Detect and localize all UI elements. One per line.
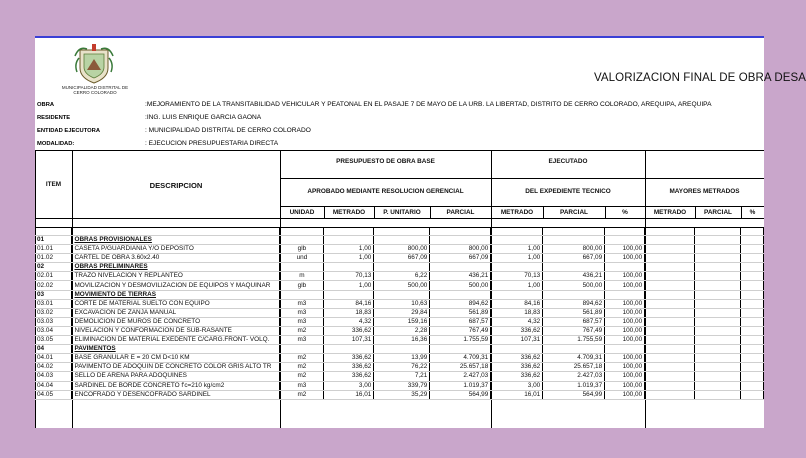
col-border: [741, 206, 742, 218]
cell-empty[interactable]: [695, 336, 741, 345]
cell-p2[interactable]: 894,62: [543, 299, 605, 308]
header-mayores-metrados: MAYORES METRADOS: [669, 188, 740, 195]
cell-met[interactable]: 4,32: [324, 317, 374, 326]
cell-par[interactable]: [430, 263, 491, 272]
cell-und[interactable]: m: [280, 272, 324, 281]
cell-item[interactable]: 03.05: [35, 336, 72, 345]
info-row-obra: [35, 99, 764, 111]
cell-met[interactable]: [324, 227, 374, 236]
cell-pu[interactable]: 667,09: [374, 254, 430, 263]
cell-empty[interactable]: [645, 390, 695, 399]
cell-desc[interactable]: SELLO DE ARENA PARA ADOQUINES: [72, 372, 280, 381]
cell-empty[interactable]: [645, 336, 695, 345]
info-value: :MEJORAMIENTO DE LA TRANSITABILIDAD VEHICULAR Y PEATONAL EN EL PASAJE 7 DE MAYO DE LA URB. LA LIBERTAD, DISTRITO DE CERRO COLORADO, AREQUIPA, AREQUIPA: [145, 101, 712, 108]
cell-empty[interactable]: [695, 363, 741, 372]
info-label: RESIDENTE: [37, 115, 71, 121]
cell-pu[interactable]: [374, 345, 430, 354]
report-title: VALORIZACION FINAL DE OBRA DESA: [594, 72, 806, 84]
cell-item[interactable]: 03: [35, 290, 72, 299]
cell-empty[interactable]: [695, 354, 741, 363]
cell-und[interactable]: m2: [280, 363, 324, 372]
cell-pct[interactable]: 100,00: [605, 390, 645, 399]
cell-m2[interactable]: 84,16: [491, 299, 543, 308]
cell-empty[interactable]: [645, 317, 695, 326]
cell-empty[interactable]: [740, 299, 763, 308]
cell-pu[interactable]: 10,63: [374, 299, 430, 308]
col-border: [374, 206, 375, 218]
cell-item[interactable]: 02.01: [35, 272, 72, 281]
cell-pu[interactable]: 13,99: [374, 354, 430, 363]
cell-p2[interactable]: 4.709,31: [543, 354, 605, 363]
cell-pu[interactable]: [374, 263, 430, 272]
cell-pct[interactable]: [605, 236, 645, 245]
cell-pu[interactable]: [374, 227, 430, 236]
cell-p2[interactable]: 767,49: [543, 326, 605, 335]
cell-p2[interactable]: 500,00: [543, 281, 605, 290]
cell-empty[interactable]: [695, 317, 741, 326]
cell-desc[interactable]: OBRAS PROVISIONALES: [72, 236, 280, 245]
cell-empty[interactable]: [645, 372, 695, 381]
cell-par[interactable]: 1.019,37: [430, 381, 491, 390]
table-row: [35, 254, 764, 263]
cell-empty[interactable]: [695, 281, 741, 290]
header-metrado-ejecutado: METRADO: [500, 209, 534, 216]
cell-und[interactable]: m3: [280, 317, 324, 326]
cell-empty[interactable]: [645, 363, 695, 372]
cell-pct[interactable]: 100,00: [605, 363, 645, 372]
cell-p2[interactable]: [543, 290, 605, 299]
cell-empty[interactable]: [740, 227, 763, 236]
cell-empty[interactable]: [645, 308, 695, 317]
cell-met[interactable]: 70,13: [324, 272, 374, 281]
cell-empty[interactable]: [695, 390, 741, 399]
cell-empty[interactable]: [740, 236, 763, 245]
cell-pct[interactable]: [605, 345, 645, 354]
header-parcial-ejecutado: PARCIAL: [560, 209, 588, 216]
cell-pu[interactable]: [374, 236, 430, 245]
cell-empty[interactable]: [695, 308, 741, 317]
cell-empty[interactable]: [695, 345, 741, 354]
municipality-crest-logo: [71, 42, 117, 84]
cell-par[interactable]: [430, 345, 491, 354]
header-metrado: METRADO: [332, 209, 366, 216]
section-row: [35, 345, 764, 354]
cell-empty[interactable]: [740, 345, 763, 354]
cell-m2[interactable]: 1,00: [491, 281, 543, 290]
cell-pct[interactable]: 100,00: [605, 326, 645, 335]
cell-item[interactable]: 04: [35, 345, 72, 354]
cell-m2[interactable]: 4,32: [491, 317, 543, 326]
cell-empty[interactable]: [645, 354, 695, 363]
cell-pu[interactable]: 2,28: [374, 326, 430, 335]
cell-desc[interactable]: OBRAS PRELIMINARES: [72, 263, 280, 272]
cell-p2[interactable]: [543, 236, 605, 245]
cell-par[interactable]: [430, 227, 491, 236]
cell-pct[interactable]: 100,00: [605, 281, 645, 290]
cell-und[interactable]: [280, 236, 324, 245]
cell-empty[interactable]: [695, 326, 741, 335]
cell-pct[interactable]: 100,00: [605, 372, 645, 381]
header-pct-ejecutado: %: [622, 209, 628, 216]
cell-und[interactable]: m3: [280, 381, 324, 390]
cell-item[interactable]: 01: [35, 236, 72, 245]
cell-item[interactable]: 04.04: [35, 381, 72, 390]
cell-pu[interactable]: 16,36: [374, 336, 430, 345]
municipality-name: [49, 85, 141, 95]
cell-pct[interactable]: 100,00: [605, 308, 645, 317]
cell-desc[interactable]: ENCOFRADO Y DESENCOFRADO SARDINEL: [72, 390, 280, 399]
cell-pct[interactable]: [605, 263, 645, 272]
cell-empty[interactable]: [645, 299, 695, 308]
info-label: MODALIDAD:: [37, 141, 75, 147]
info-row-modalidad: [35, 138, 764, 150]
cell-par[interactable]: 436,21: [430, 272, 491, 281]
cell-item[interactable]: 04.01: [35, 354, 72, 363]
cell-empty[interactable]: [740, 272, 763, 281]
section-row: [35, 263, 764, 272]
cell-m2[interactable]: 336,62: [491, 354, 543, 363]
header-top-border: [35, 150, 764, 151]
cell-empty[interactable]: [740, 390, 763, 399]
header-unidad: UNIDAD: [289, 209, 315, 216]
cell-m2[interactable]: [491, 227, 543, 236]
cell-met[interactable]: [324, 345, 374, 354]
header-sub-border: [280, 206, 764, 207]
cell-empty[interactable]: [740, 281, 763, 290]
cell-pu[interactable]: 500,00: [374, 281, 430, 290]
municipality-name-line1: MUNICIPALIDAD DISTRITAL DE: [61, 85, 129, 90]
cell-p2[interactable]: 561,89: [543, 308, 605, 317]
table-row: [35, 336, 764, 345]
cell-desc[interactable]: [72, 227, 280, 236]
cell-empty[interactable]: [645, 381, 695, 390]
cell-empty[interactable]: [695, 245, 741, 254]
cell-met[interactable]: 336,62: [324, 363, 374, 372]
cell-pu[interactable]: 29,84: [374, 308, 430, 317]
cell-empty[interactable]: [740, 372, 763, 381]
cell-m2[interactable]: 336,62: [491, 326, 543, 335]
cell-pu[interactable]: 159,16: [374, 317, 430, 326]
cell-empty[interactable]: [740, 326, 763, 335]
cell-p2[interactable]: 800,00: [543, 245, 605, 254]
cell-pct[interactable]: 100,00: [605, 336, 645, 345]
cell-desc[interactable]: TRAZO NIVELACION Y REPLANTEO: [72, 272, 280, 281]
cell-empty[interactable]: [695, 254, 741, 263]
cell-desc[interactable]: BASE GRANULAR E = 20 CM D<10 KM: [72, 354, 280, 363]
cell-pu[interactable]: 800,00: [374, 245, 430, 254]
table-row: [35, 308, 764, 317]
table-row: [35, 272, 764, 281]
cell-met[interactable]: 336,62: [324, 326, 374, 335]
cell-pu[interactable]: 7,21: [374, 372, 430, 381]
cell-empty[interactable]: [695, 290, 741, 299]
cell-m2[interactable]: 18,83: [491, 308, 543, 317]
cell-desc[interactable]: SARDINEL DE BORDE CONCRETO f'c=210 kg/cm2: [72, 381, 280, 390]
info-row-entidad: [35, 125, 764, 137]
cell-met[interactable]: 3,00: [324, 381, 374, 390]
cell-desc[interactable]: PAVIMENTOS: [72, 345, 280, 354]
cell-met[interactable]: 1,00: [324, 281, 374, 290]
cell-met[interactable]: [324, 290, 374, 299]
cell-met[interactable]: 1,00: [324, 254, 374, 263]
info-value: : MUNICIPALIDAD DISTRITAL DE CERRO COLORADO: [145, 127, 311, 134]
cell-und[interactable]: [280, 263, 324, 272]
table-row: [35, 317, 764, 326]
cell-par[interactable]: 500,00: [430, 281, 491, 290]
cell-empty[interactable]: [645, 345, 695, 354]
header-p-unitario: P. UNITARIO: [383, 209, 421, 216]
cell-par[interactable]: 1.755,59: [430, 336, 491, 345]
cell-und[interactable]: m3: [280, 308, 324, 317]
cell-pu[interactable]: 339,79: [374, 381, 430, 390]
cell-empty[interactable]: [740, 363, 763, 372]
cell-item[interactable]: 02: [35, 263, 72, 272]
cell-und[interactable]: m3: [280, 299, 324, 308]
cell-empty[interactable]: [740, 354, 763, 363]
cell-und[interactable]: [280, 345, 324, 354]
cell-item[interactable]: 03.03: [35, 317, 72, 326]
cell-pct[interactable]: [605, 290, 645, 299]
col-border: [324, 206, 325, 218]
cell-empty[interactable]: [645, 281, 695, 290]
col-border: [605, 206, 606, 218]
cell-m2[interactable]: 3,00: [491, 381, 543, 390]
cell-par[interactable]: 4.709,31: [430, 354, 491, 363]
header-parcial: PARCIAL: [446, 209, 475, 216]
cell-desc[interactable]: ELIMINACION DE MATERIAL EXEDENTE C/CARG.FRONT- VOLQ.: [72, 336, 280, 345]
cell-p2[interactable]: 687,57: [543, 317, 605, 326]
cell-pu[interactable]: 35,29: [374, 390, 430, 399]
cell-met[interactable]: 336,62: [324, 372, 374, 381]
header-mid-border: [280, 178, 764, 179]
info-value: : EJECUCION PRESUPUESTARIA DIRECTA: [145, 140, 279, 147]
header-pct-mayores: %: [749, 209, 756, 216]
cell-par[interactable]: 767,49: [430, 326, 491, 335]
header-parcial-mayores: PARCIAL: [704, 209, 732, 216]
header-aprobado: APROBADO MEDIANTE RESOLUCION GERENCIAL: [307, 188, 464, 195]
cell-pu[interactable]: [374, 290, 430, 299]
cell-pct[interactable]: 100,00: [605, 299, 645, 308]
cell-m2[interactable]: 70,13: [491, 272, 543, 281]
cell-item[interactable]: 03.04: [35, 326, 72, 335]
cell-und[interactable]: m2: [280, 372, 324, 381]
cell-m2[interactable]: [491, 290, 543, 299]
cell-pu[interactable]: 6,22: [374, 272, 430, 281]
cell-pct[interactable]: 100,00: [605, 317, 645, 326]
header-item: ITEM: [45, 181, 62, 188]
cell-empty[interactable]: [740, 308, 763, 317]
col-border: [543, 206, 544, 218]
cell-desc[interactable]: MOVIMIENTO DE TIERRAS: [72, 290, 280, 299]
municipality-name-line2: CERRO COLORADO: [73, 90, 117, 95]
header-expediente: DEL EXPEDIENTE TECNICO: [525, 188, 611, 195]
cell-und[interactable]: glb: [280, 245, 324, 254]
cell-empty[interactable]: [695, 263, 741, 272]
section-row: [35, 290, 764, 299]
table-row: [35, 363, 764, 372]
cell-met[interactable]: [324, 263, 374, 272]
cell-empty[interactable]: [695, 381, 741, 390]
cell-m2[interactable]: 1,00: [491, 245, 543, 254]
cell-pu[interactable]: 76,22: [374, 363, 430, 372]
cell-m2[interactable]: 336,62: [491, 363, 543, 372]
cell-met[interactable]: 16,01: [324, 390, 374, 399]
cell-desc[interactable]: PAVIMENTO DE ADOQUIN DE CONCRETO COLOR GRIS ALTO TR: [72, 363, 280, 372]
cell-par[interactable]: 561,89: [430, 308, 491, 317]
cell-item[interactable]: 03.01: [35, 299, 72, 308]
cell-empty[interactable]: [645, 236, 695, 245]
cell-par[interactable]: 564,99: [430, 390, 491, 399]
cell-par[interactable]: 687,57: [430, 317, 491, 326]
cell-par[interactable]: 2.427,03: [430, 372, 491, 381]
table-row: [35, 381, 764, 390]
info-label: OBRA: [37, 102, 55, 108]
section-row: [35, 236, 764, 245]
table-row: [35, 390, 764, 399]
cell-p2[interactable]: [543, 263, 605, 272]
cell-item[interactable]: [35, 227, 72, 236]
col-border: [695, 206, 696, 218]
cell-p2[interactable]: 1.019,37: [543, 381, 605, 390]
info-label: ENTIDAD EJECUTORA: [37, 128, 101, 134]
header-ejecutado: EJECUTADO: [548, 158, 588, 165]
cell-empty[interactable]: [695, 372, 741, 381]
cell-p2[interactable]: [543, 345, 605, 354]
cell-p2[interactable]: 564,99: [543, 390, 605, 399]
table-row: [35, 326, 764, 335]
cell-item[interactable]: 04.02: [35, 363, 72, 372]
cell-desc[interactable]: DEMOLICION DE MUROS DE CONCRETO: [72, 317, 280, 326]
info-value: :ING. LUIS ENRIQUE GARCIA GAONA: [145, 114, 262, 121]
cell-item[interactable]: 01.02: [35, 254, 72, 263]
cell-item[interactable]: 02.02: [35, 281, 72, 290]
cell-met[interactable]: 84,16: [324, 299, 374, 308]
cell-empty[interactable]: [645, 290, 695, 299]
cell-par[interactable]: 667,09: [430, 254, 491, 263]
cell-empty[interactable]: [740, 317, 763, 326]
cell-desc[interactable]: CORTE DE MATERIAL SUELTO CON EQUIPO: [72, 299, 280, 308]
cell-met[interactable]: 107,31: [324, 336, 374, 345]
cell-empty[interactable]: [740, 245, 763, 254]
cell-pct[interactable]: 100,00: [605, 272, 645, 281]
cell-par[interactable]: 25.657,18: [430, 363, 491, 372]
cell-und[interactable]: m2: [280, 390, 324, 399]
cell-empty[interactable]: [645, 326, 695, 335]
cell-und[interactable]: m3: [280, 336, 324, 345]
cell-empty[interactable]: [740, 263, 763, 272]
cell-empty[interactable]: [645, 263, 695, 272]
cell-desc[interactable]: EXCAVACION DE ZANJA MANUAL: [72, 308, 280, 317]
cell-m2[interactable]: 1,00: [491, 254, 543, 263]
cell-und[interactable]: m2: [280, 354, 324, 363]
cell-empty[interactable]: [645, 254, 695, 263]
cell-par[interactable]: [430, 236, 491, 245]
cell-empty[interactable]: [645, 245, 695, 254]
cell-desc[interactable]: CASETA P/GUARDIANIA Y/O DEPOSITO: [72, 245, 280, 254]
cell-m2[interactable]: 336,62: [491, 372, 543, 381]
cell-p2[interactable]: 25.657,18: [543, 363, 605, 372]
cell-m2[interactable]: [491, 345, 543, 354]
col-border: [430, 206, 431, 218]
header-bottom-border: [35, 218, 764, 219]
cell-item[interactable]: 03.02: [35, 308, 72, 317]
cell-item[interactable]: 04.03: [35, 372, 72, 381]
header-descripcion: DESCRIPCION: [149, 181, 203, 190]
budget-table: [35, 227, 764, 400]
cell-empty[interactable]: [740, 381, 763, 390]
cell-empty[interactable]: [695, 272, 741, 281]
cell-p2[interactable]: 667,09: [543, 254, 605, 263]
cell-p2[interactable]: 2.427,03: [543, 372, 605, 381]
info-row-residente: [35, 112, 764, 124]
cell-empty[interactable]: [695, 299, 741, 308]
cell-m2[interactable]: 16,01: [491, 390, 543, 399]
cell-pct[interactable]: 100,00: [605, 254, 645, 263]
cell-empty[interactable]: [695, 236, 741, 245]
cell-m2[interactable]: 107,31: [491, 336, 543, 345]
cell-p2[interactable]: 436,21: [543, 272, 605, 281]
cell-pct[interactable]: 100,00: [605, 381, 645, 390]
cell-desc[interactable]: CARTEL DE OBRA 3.60x2.40: [72, 254, 280, 263]
cell-pct[interactable]: [605, 227, 645, 236]
cell-empty[interactable]: [740, 254, 763, 263]
cell-par[interactable]: 894,62: [430, 299, 491, 308]
cell-par[interactable]: 800,00: [430, 245, 491, 254]
table-row: [35, 354, 764, 363]
cell-und[interactable]: [280, 227, 324, 236]
cell-empty[interactable]: [645, 227, 695, 236]
table-row: [35, 372, 764, 381]
header-presupuesto: PRESUPUESTO DE OBRA BASE: [336, 158, 435, 165]
cell-met[interactable]: 18,83: [324, 308, 374, 317]
cell-m2[interactable]: [491, 236, 543, 245]
spreadsheet-sheet: [35, 36, 806, 428]
cell-p2[interactable]: 1.755,59: [543, 336, 605, 345]
cell-desc[interactable]: NIVELACION Y CONFORMACION DE SUB-RASANTE: [72, 326, 280, 335]
table-row: [35, 281, 764, 290]
blank-row: [35, 227, 764, 236]
cell-m2[interactable]: [491, 263, 543, 272]
cell-desc[interactable]: MOVILIZACION Y DESMOVILIZACION DE EQUIPOS Y MAQUINAR: [72, 281, 280, 290]
table-row: [35, 245, 764, 254]
cell-empty[interactable]: [740, 290, 763, 299]
cell-empty[interactable]: [645, 272, 695, 281]
header-metrado-mayores: METRADO: [653, 209, 687, 216]
cell-item[interactable]: 01.01: [35, 245, 72, 254]
cell-empty[interactable]: [740, 336, 763, 345]
cell-met[interactable]: [324, 236, 374, 245]
cell-met[interactable]: 336,62: [324, 354, 374, 363]
cell-met[interactable]: 1,00: [324, 245, 374, 254]
cell-und[interactable]: [280, 290, 324, 299]
cell-empty[interactable]: [695, 227, 741, 236]
cell-pct[interactable]: 100,00: [605, 245, 645, 254]
cell-pct[interactable]: 100,00: [605, 354, 645, 363]
cell-und[interactable]: m2: [280, 326, 324, 335]
cell-par[interactable]: [430, 290, 491, 299]
table-row: [35, 299, 764, 308]
cell-und[interactable]: glb: [280, 281, 324, 290]
cell-item[interactable]: 04.05: [35, 390, 72, 399]
cell-p2[interactable]: [543, 227, 605, 236]
cell-und[interactable]: und: [280, 254, 324, 263]
